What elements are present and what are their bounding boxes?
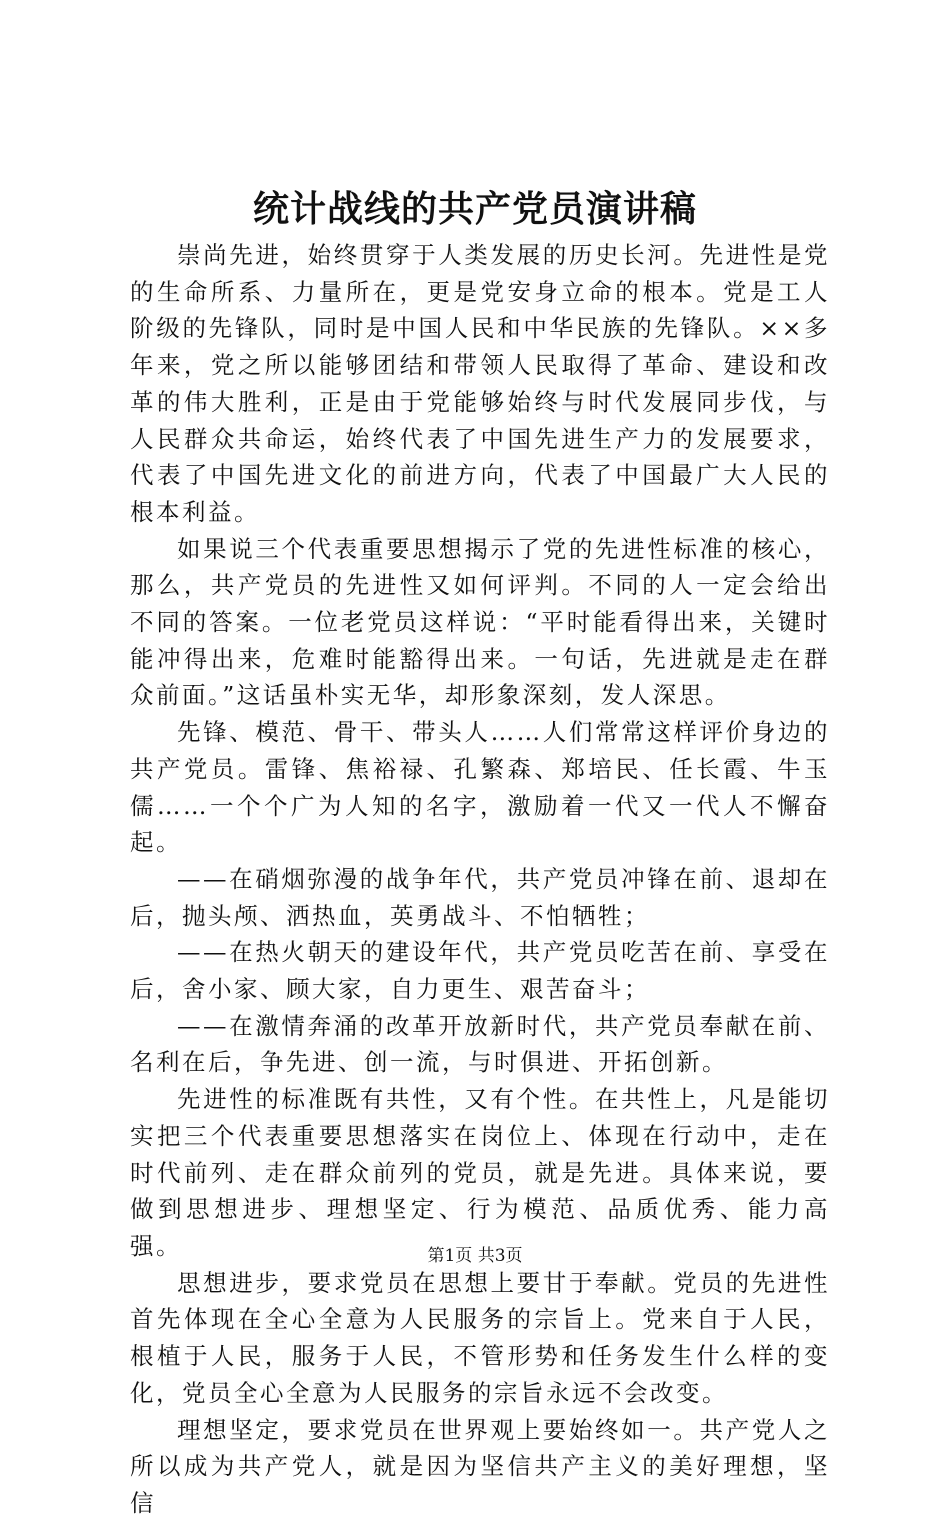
paragraph-5: ——在热火朝天的建设年代，共产党员吃苦在前、享受在后，舍小家、顾大家，自力更生、艰苦奋斗； — [130, 938, 830, 1004]
paragraph-8: 思想进步，要求党员在思想上要甘于奉献。党员的先进性首先体现在全心全意为人民服务的宗旨上。党来自于人民，根植于人民，服务于人民，不管形势和任务发生什么样的变化，党员全心全意为人民服务的宗旨永远不会改变。 — [130, 1268, 830, 1407]
paragraph-4: ——在硝烟弥漫的战争年代，共产党员冲锋在前、退却在后，抛头颅、洒热血，英勇战斗、不怕牺牲； — [130, 864, 830, 930]
paragraph-3: 先锋、模范、骨干、带头人……人们常常这样评价身边的共产党员。雷锋、焦裕禄、孔繁森、郑培民、任长霞、牛玉儒……一个个广为人知的名字，激励着一代又一代人不懈奋起。 — [130, 718, 830, 857]
paragraph-9: 理想坚定，要求党员在世界观上要始终如一。共产党人之所以成为共产党人，就是因为坚信共产主义的美好理想，坚信 — [130, 1415, 830, 1517]
paragraph-2: 如果说三个代表重要思想揭示了党的先进性标准的核心，那么，共产党员的先进性又如何评判。不同的人一定会给出不同的答案。一位老党员这样说：“平时能看得出来，关键时能冲得出来，危难时能豁得出来。一句话，先进就是走在群众前面。”这话虽朴实无华，却形象深刻，发人深思。 — [130, 534, 830, 710]
paragraph-6: ——在激情奔涌的改革开放新时代，共产党员奉献在前、名利在后，争先进、创一流，与时俱进、开拓创新。 — [130, 1011, 830, 1077]
paragraph-1: 崇尚先进，始终贯穿于人类发展的历史长河。先进性是党的生命所系、力量所在，更是党安身立命的根本。党是工人阶级的先锋队，同时是中国人民和中华民族的先锋队。××多年来，党之所以能够团结和带领人民取得了革命、建设和改革的伟大胜利，正是由于党能够始终与时代发展同步伐，与人民群众共命运，始终代表了中国先进生产力的发展要求，代表了中国先进文化的前进方向，代表了中国最广大人民的根本利益。 — [130, 241, 830, 526]
page-indicator: 第1页 共3页 — [427, 1246, 523, 1266]
paragraph-7: 先进性的标准既有共性，又有个性。在共性上，凡是能切实把三个代表重要思想落实在岗位上、体现在行动中，走在时代前列、走在群众前列的党员，就是先进。具体来说，要做到思想进步、理想坚定、行为模范、品质优秀、能力高强。 — [130, 1085, 830, 1260]
document-title: 统计战线的共产党员演讲稿 — [252, 188, 697, 230]
document-body — [130, 237, 830, 1522]
